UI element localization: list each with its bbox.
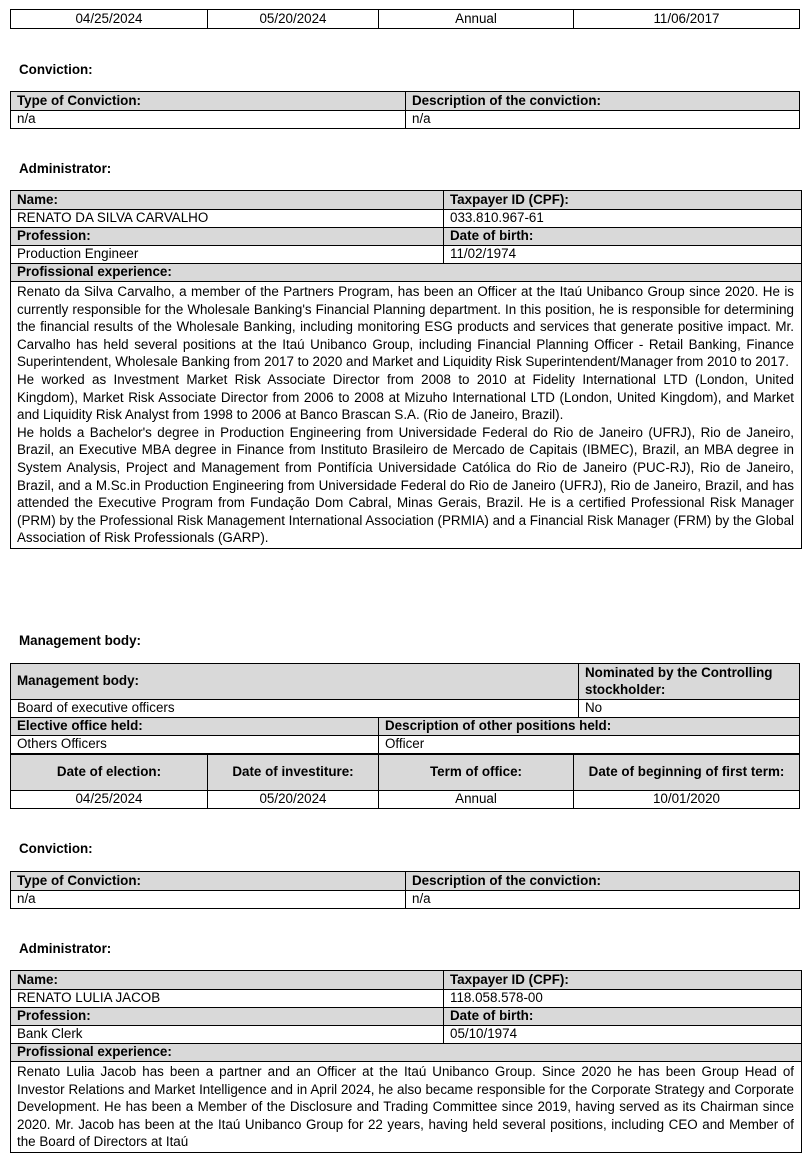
nominated-value: No — [579, 700, 800, 718]
other-positions-value: Officer — [379, 736, 800, 754]
date-of-birth-label: Date of birth: — [444, 1008, 802, 1026]
description-of-conviction-label: Description of the conviction: — [406, 92, 800, 111]
term-of-office-label: Term of office: — [379, 755, 574, 791]
administrator-cpf: 118.058.578-00 — [444, 990, 802, 1008]
administrator-name: RENATO LULIA JACOB — [11, 990, 444, 1008]
experience-paragraph: Renato da Silva Carvalho, a member of the Partners Program, has been an Officer at the Itaú Unibanco Group since 2020. He is currently responsible for the Wholesale Banking's Financial Planning department. In this position, he is responsible for determining the financial results of the Wholesale Banking, including monitoring ESG products and services that generate positive impact. Mr. Carvalho has held several positions at the Itaú Unibanco Group, including Financial Planning Officer - Retail Banking, Finance Superintendent, Wholesale Banking from 2017 to 2020 and Market and Liquidity Risk Superintendent/Manager from 2010 to 2017. — [17, 284, 794, 370]
date-of-investiture-value: 05/20/2024 — [208, 791, 379, 809]
professional-experience-text — [11, 1062, 802, 1153]
experience-paragraph: Renato Lulia Jacob has been a partner and an Officer at the Itaú Unibanco Group. Since 2020 he has been Group Head of Investor Relations and Market Intelligence and in April 2024, he also became responsible for the Corporate Strategy and Corporate Development. He has been a Member of the Disclosure and Trading Committee since 2019, having served as its Chairman since 2020. Mr. Jacob has been at the Itaú Unibanco Group for 22 years, having held several positions, including CEO and Member of the Board of Directors at Itaú — [17, 1064, 794, 1150]
conviction-heading-1: Conviction: — [19, 62, 93, 77]
date-of-investiture-label: Date of investiture: — [208, 755, 379, 791]
date-of-election-label: Date of election: — [11, 755, 208, 791]
profession-label: Profession: — [11, 1008, 444, 1026]
conviction-table-2 — [10, 871, 800, 909]
conviction-table-1 — [10, 91, 800, 129]
administrator-profession: Bank Clerk — [11, 1026, 444, 1044]
taxpayer-id-label: Taxpayer ID (CPF): — [444, 191, 802, 210]
management-body-label: Management body: — [11, 664, 579, 700]
management-body-table — [10, 663, 800, 754]
administrator-heading-2: Administrator: — [19, 941, 112, 956]
conviction-description-value: n/a — [406, 891, 800, 909]
type-of-conviction-label: Type of Conviction: — [11, 872, 406, 891]
name-label: Name: — [11, 971, 444, 990]
date-first-term-label: Date of beginning of first term: — [574, 755, 800, 791]
top-term-of-office: Annual — [379, 10, 574, 29]
experience-paragraph: He worked as Investment Market Risk Associate Director from 2008 to 2010 at Fidelity International LTD (London, United Kingdom), Market Risk Associate Director from 2006 to 2008 at Mizuho International LTD (London, United Kingdom), and Market and Liquidity Risk Analyst from 1998 to 2006 at Banco Brascan S.A. (Rio de Janeiro, Brazil). — [17, 371, 794, 423]
type-of-conviction-label: Type of Conviction: — [11, 92, 406, 111]
date-first-term-value: 10/01/2020 — [574, 791, 800, 809]
taxpayer-id-label: Taxpayer ID (CPF): — [444, 971, 802, 990]
conviction-heading-2: Conviction: — [19, 841, 93, 856]
professional-experience-text — [11, 282, 802, 549]
description-of-conviction-label: Description of the conviction: — [406, 872, 800, 891]
administrator-heading-1: Administrator: — [19, 161, 112, 176]
professional-experience-label: Profissional experience: — [11, 1044, 802, 1062]
management-body-heading: Management body: — [19, 633, 142, 648]
administrator-table-1 — [10, 190, 802, 549]
administrator-profession: Production Engineer — [11, 246, 444, 264]
professional-experience-label: Profissional experience: — [11, 264, 802, 282]
top-date-first-term: 11/06/2017 — [574, 10, 800, 29]
elective-office-label: Elective office held: — [11, 718, 379, 736]
experience-paragraph: He holds a Bachelor's degree in Production Engineering from Universidade Federal do Rio de Janeiro (UFRJ), Rio de Janeiro, Brazil, an Executive MBA degree in Finance from Instituto Brasileiro de Mercado de Capitais (IBMEC), Brazil, an MBA degree in System Analysis, Project and Management from Pontifícia Universidade Católica do Rio de Janeiro (PUC-RJ), Rio de Janeiro, Brazil, and a M.Sc.in Production Engineering from Universidade Federal do Rio de Janeiro (UFRJ), Rio de Janeiro, Brazil, and has attended the Executive Program from Fundação Dom Cabral, Minas Gerais, Brazil. He is a certified Professional Risk Manager (PRM) by the Professional Risk Management International Association (PRMIA) and a Financial Risk Manager (FRM) by the Global Association of Risk Professionals (GARP). — [17, 424, 794, 546]
term-of-office-value: Annual — [379, 791, 574, 809]
administrator-dob: 05/10/1974 — [444, 1026, 802, 1044]
top-date-of-election: 04/25/2024 — [11, 10, 208, 29]
name-label: Name: — [11, 191, 444, 210]
nominated-by-label: Nominated by the Controlling stockholder: — [579, 664, 800, 700]
date-of-birth-label: Date of birth: — [444, 228, 802, 246]
other-positions-label: Description of other positions held: — [379, 718, 800, 736]
conviction-description-value: n/a — [406, 111, 800, 129]
administrator-cpf: 033.810.967-61 — [444, 210, 802, 228]
management-body-value: Board of executive officers — [11, 700, 579, 718]
date-of-election-value: 04/25/2024 — [11, 791, 208, 809]
administrator-name: RENATO DA SILVA CARVALHO — [11, 210, 444, 228]
conviction-type-value: n/a — [11, 111, 406, 129]
elective-office-value: Others Officers — [11, 736, 379, 754]
management-terms-table — [10, 754, 800, 809]
top-terms-table — [10, 9, 800, 29]
administrator-table-2 — [10, 970, 802, 1153]
conviction-type-value: n/a — [11, 891, 406, 909]
profession-label: Profession: — [11, 228, 444, 246]
administrator-dob: 11/02/1974 — [444, 246, 802, 264]
top-date-of-investiture: 05/20/2024 — [208, 10, 379, 29]
